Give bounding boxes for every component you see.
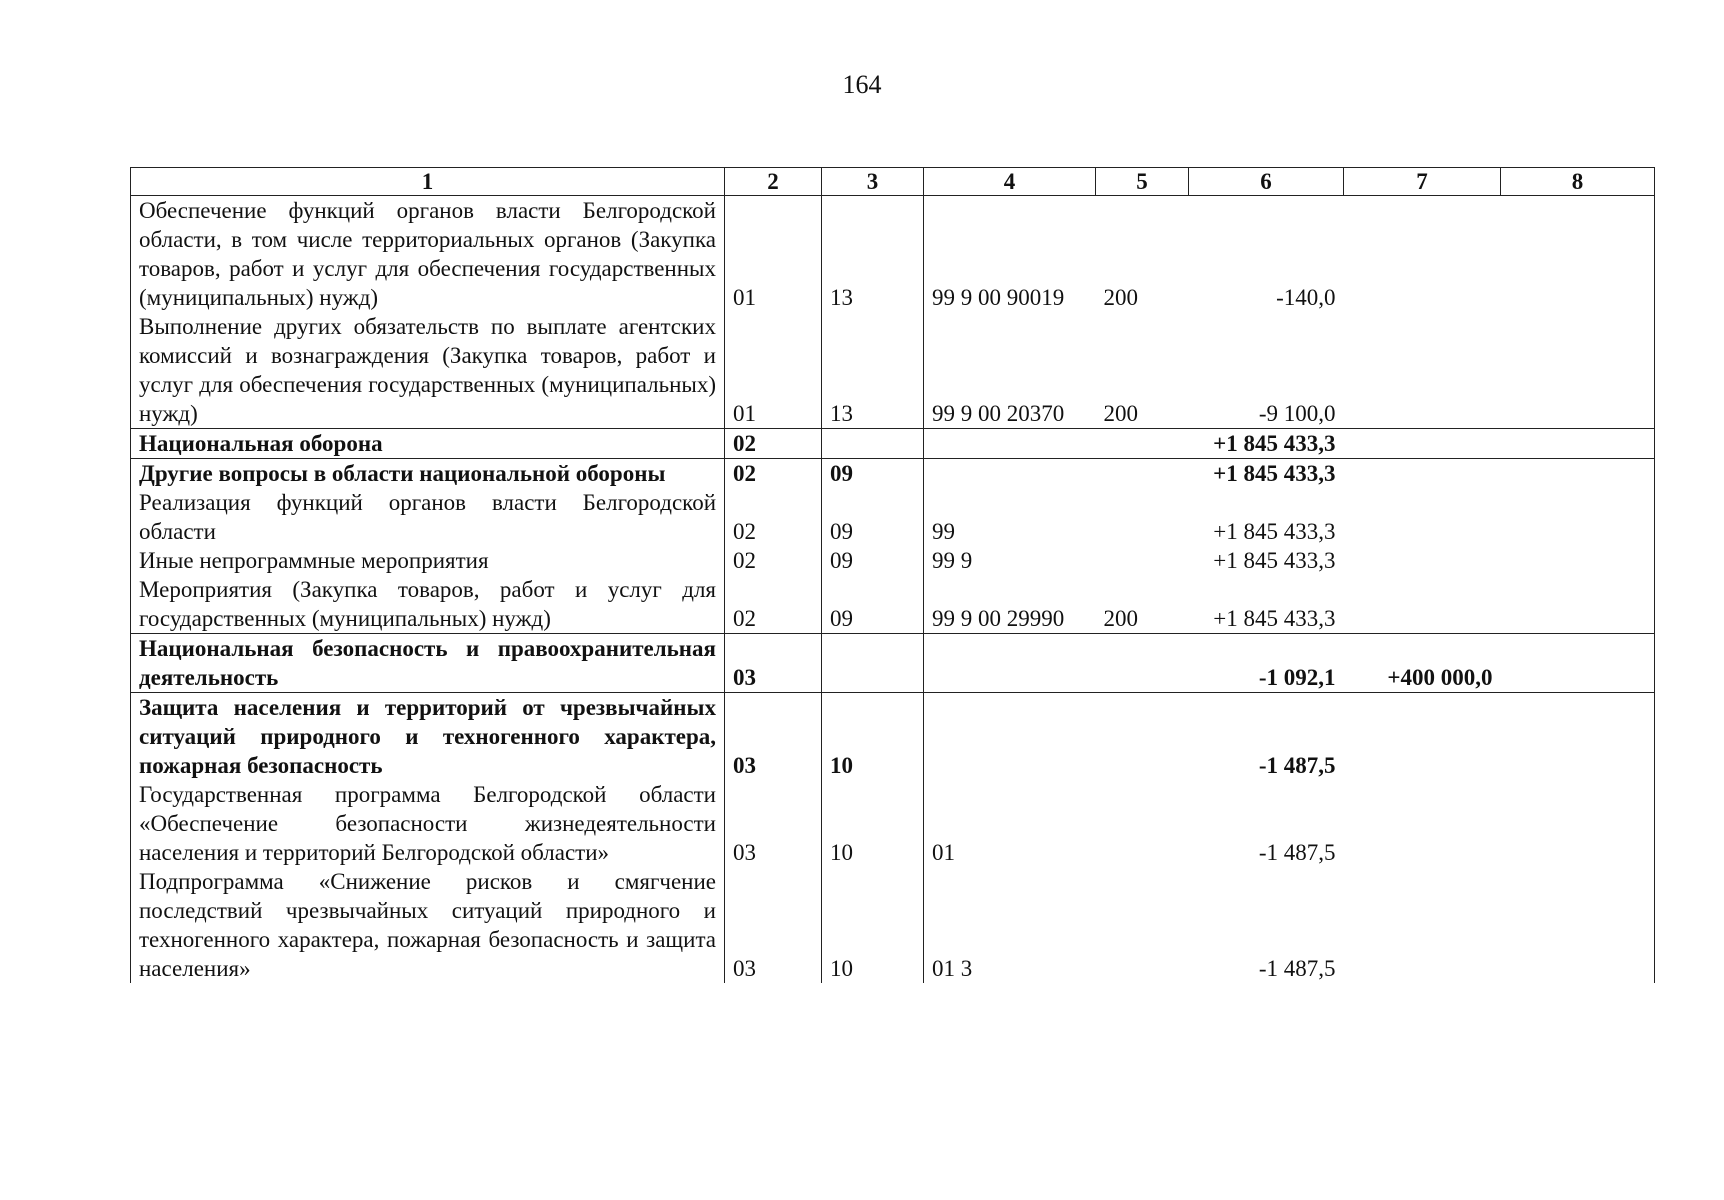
cell-col-4: 99 [924,488,1096,546]
table-row [131,575,1655,634]
cell-col-1: Национальная оборона [131,429,725,459]
cell-col-6: +1 845 433,3 [1213,548,1336,573]
cell-col-2: 03 [725,867,822,983]
cell-col-8 [1501,867,1655,983]
cell-col-7: +400 000,0 [1344,634,1501,693]
cell-col-1: Другие вопросы в области национальной обороны [131,459,725,489]
cell-col-3: 09 [822,546,924,575]
table-row [131,546,1655,575]
cell-col-5: 200 [1103,401,1138,426]
cell-col-4 [924,693,1096,781]
cell-col-3: 13 [822,312,924,429]
cell-col-7 [1344,312,1501,429]
cell-col-8 [1501,196,1655,313]
cell-col-8 [1501,312,1655,429]
cell-col-3: 10 [822,780,924,867]
cell-col-8 [1501,459,1655,489]
cell-col-4 [924,634,1096,693]
cell-col-5: 200 [1103,285,1138,310]
cell-col-8 [1501,429,1655,459]
cell-col-5 [1096,634,1189,693]
cell-col-3: 10 [822,693,924,781]
cell-col-1: Государственная программа Белгородской области «Обеспечение безопасности жизнедеятельности населения и территорий Белгородской области» [131,780,725,867]
table-row [131,488,1655,546]
cell-col-8 [1501,634,1655,693]
cell-col-5 [1096,546,1189,575]
cell-col-1: Защита населения и территорий от чрезвычайных ситуаций природного и техногенного характера, пожарная безопасность [131,693,725,781]
column-header: 4 [924,168,1096,196]
cell-col-3: 10 [822,867,924,983]
cell-col-3: 09 [822,459,924,489]
header-row [131,168,1655,196]
cell-col-6: -1 092,1 [1189,634,1344,693]
cell-col-2: 02 [725,459,822,489]
cell-col-5 [1096,693,1189,781]
cell-col-6: -1 487,5 [1258,956,1336,981]
table-row [131,312,1655,429]
cell-col-2: 01 [725,196,822,313]
cell-col-2: 03 [725,780,822,867]
cell-col-5 [1096,488,1189,546]
cell-col-7 [1344,867,1501,983]
cell-col-7 [1344,693,1501,781]
cell-col-2: 01 [725,312,822,429]
table-row [131,634,1655,693]
cell-col-6: -140,0 [1276,285,1336,310]
cell-col-2: 02 [725,575,822,634]
column-header: 1 [131,168,725,196]
cell-col-1: Обеспечение функций органов власти Белгородской области, в том числе территориальных органов (Закупка товаров, работ и услуг для обеспечения государственных (муниципальных) нужд) [131,196,725,313]
cell-col-2: 02 [725,488,822,546]
cell-col-7 [1344,546,1501,575]
page-number: 164 [842,70,882,99]
cell-col-2: 02 [725,546,822,575]
cell-col-5 [1096,459,1189,489]
cell-col-4: 99 9 00 20370 [924,312,1096,429]
cell-col-8 [1501,488,1655,546]
column-header: 3 [822,168,924,196]
cell-col-6: -9 100,0 [1258,401,1336,426]
cell-col-8 [1501,575,1655,634]
budget-table [130,167,1655,983]
cell-col-4: 01 3 [924,867,1096,983]
cell-col-1: Выполнение других обязательств по выплате агентских комиссий и вознаграждения (Закупка товаров, работ и услуг для обеспечения государственных (муниципальных) нужд) [131,312,725,429]
cell-col-2: 02 [725,429,822,459]
cell-col-1: Иные непрограммные мероприятия [131,546,725,575]
cell-col-7 [1344,459,1501,489]
cell-col-5 [1096,867,1189,983]
cell-col-6: -1 487,5 [1189,693,1344,781]
cell-col-1: Подпрограмма «Снижение рисков и смягчение последствий чрезвычайных ситуаций природного и техногенного характера, пожарная безопасность и защита населения» [131,867,725,983]
table-row [131,459,1655,489]
cell-col-5 [1096,429,1189,459]
cell-col-6: +1 845 433,3 [1213,519,1336,544]
cell-col-3: 09 [822,575,924,634]
cell-col-7 [1344,429,1501,459]
cell-col-1: Реализация функций органов власти Белгородской области [131,488,725,546]
cell-col-3: 09 [822,488,924,546]
column-header: 2 [725,168,822,196]
cell-col-4 [924,429,1096,459]
cell-col-6: -1 487,5 [1258,840,1336,865]
cell-col-7 [1344,196,1501,313]
cell-col-6: +1 845 433,3 [1189,429,1344,459]
cell-col-4: 99 9 00 29990 [924,575,1096,634]
column-header: 6 [1189,168,1344,196]
cell-col-4 [924,459,1096,489]
cell-col-2: 03 [725,634,822,693]
cell-col-7 [1344,780,1501,867]
table-row [131,196,1655,313]
column-header: 5 [1096,168,1189,196]
cell-col-5 [1096,780,1189,867]
cell-col-5: 200 [1103,606,1138,631]
cell-col-6: +1 845 433,3 [1189,459,1344,489]
cell-col-3: 13 [822,196,924,313]
cell-col-8 [1501,693,1655,781]
cell-col-7 [1344,488,1501,546]
cell-col-4: 01 [924,780,1096,867]
cell-col-2: 03 [725,693,822,781]
cell-col-8 [1501,546,1655,575]
column-header: 8 [1501,168,1655,196]
table-row [131,693,1655,781]
table-row [131,867,1655,983]
cell-col-1: Мероприятия (Закупка товаров, работ и услуг для государственных (муниципальных) нужд) [131,575,725,634]
cell-col-8 [1501,780,1655,867]
cell-col-4: 99 9 00 90019 [924,196,1096,313]
cell-col-6: +1 845 433,3 [1213,606,1336,631]
column-header: 7 [1344,168,1501,196]
table-row [131,780,1655,867]
cell-col-3 [822,634,924,693]
cell-col-4: 99 9 [924,546,1096,575]
table-row [131,429,1655,459]
cell-col-3 [822,429,924,459]
cell-col-1: Национальная безопасность и правоохранительная деятельность [131,634,725,693]
cell-col-7 [1344,575,1501,634]
